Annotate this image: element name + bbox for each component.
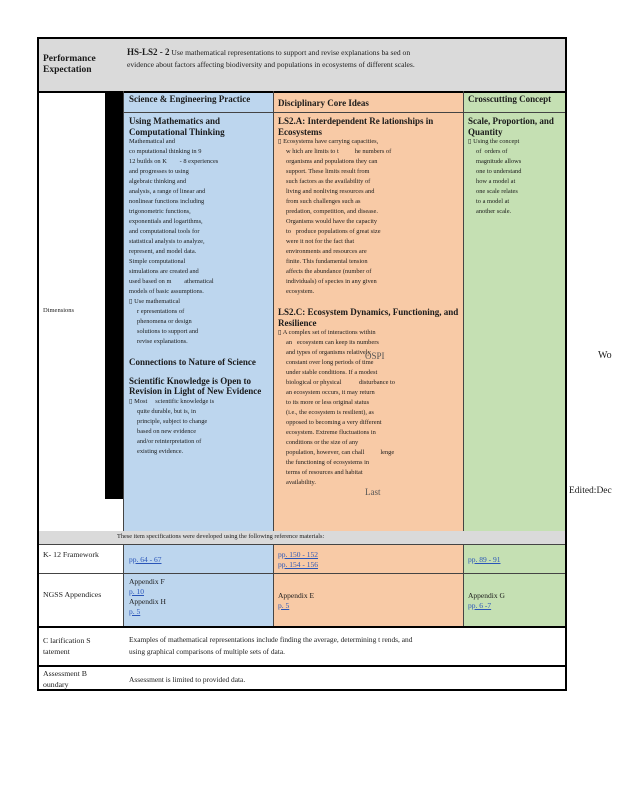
text-line: to produce populations of great size <box>286 228 381 236</box>
divider <box>273 91 274 531</box>
framework-sep-link[interactable]: pp. 64 - 67 <box>129 555 162 564</box>
dci-heading-ls2a: LS2.A: Interdependent Re lationships in Ecosystems <box>278 116 434 137</box>
bullet-text: A complex set of interactions within <box>282 329 376 337</box>
appendix-e-link[interactable]: p. 5 <box>278 601 290 610</box>
side-fragment-edited: Edited:Dec <box>569 486 612 496</box>
dci-content <box>278 116 460 488</box>
text-line: affects the abundance (number of <box>286 268 372 276</box>
text-line: algebraic thinking and <box>129 178 187 186</box>
text-line: co mputational thinking in 9 <box>129 148 202 156</box>
ccc-content <box>468 116 562 217</box>
text-line: living and nonliving resources and <box>286 188 375 196</box>
text-line <box>468 137 562 147</box>
text-line: existing evidence. <box>137 447 184 455</box>
text-line: and/or reinterpretation of <box>137 437 202 445</box>
ccc-bullet <box>468 137 562 217</box>
text-line: such factors as the availability of <box>286 178 371 186</box>
divider <box>463 544 464 626</box>
text-line: solutions to support and <box>137 328 199 336</box>
clarification-text: Examples of mathematical representations include finding the average, determining t rends, and using graphical comparisons of multiple sets of data. <box>129 635 413 656</box>
framework-label: K- 12 Framework <box>43 550 99 559</box>
text-line: predation, competition, and disease. <box>286 208 378 216</box>
text-line <box>278 328 460 338</box>
text-line: environments and resources are <box>286 248 367 256</box>
divider <box>273 544 274 626</box>
bullet-text: Use mathematical <box>134 298 181 306</box>
text-line: Organisms would have the capacity <box>286 218 378 226</box>
sep-heading-math: Using Mathematics and Computational Thinking <box>129 116 225 137</box>
sep-heading-nos: Connections to Nature of Science <box>129 357 256 368</box>
framework-dci-link[interactable]: pp. 154 - 156 <box>278 560 318 569</box>
framework-dci-links <box>278 550 318 570</box>
ccc-header: Crosscutting Concept <box>468 94 552 104</box>
text-line: 12 builds on K - 8 experiences <box>129 158 219 166</box>
text-line: population, however, can chall lenge <box>286 449 395 457</box>
text-line: an ecosystem can keep its numbers <box>286 339 379 347</box>
divider <box>39 665 565 667</box>
text-line: opposed to becoming a very different <box>286 419 382 427</box>
framework-ccc-link[interactable]: pp. 89 - 91 <box>468 555 501 564</box>
divider <box>463 91 464 531</box>
side-fragment-wo: Wo <box>598 350 612 361</box>
bullet-icon: ▯ <box>129 298 135 306</box>
text-line: Mathematical and <box>129 138 175 146</box>
references-note: These item specifications were developed using the following reference materials: <box>117 533 325 540</box>
text-line: to its more or less original status <box>286 399 370 407</box>
text-line: simulations are created and <box>129 268 199 276</box>
text-line: to a model at <box>476 198 510 206</box>
dci-heading-ls2c: LS2.C: Ecosystem Dynamics, Functioning, and Resilience <box>278 307 459 328</box>
text-line: exponentials and logarithms, <box>129 218 203 226</box>
text-line: (i.e., the ecosystem is resilient), as <box>286 409 374 417</box>
bullet-text: Using the concept <box>473 138 520 146</box>
text-line: w hich are limits to t he numbers of <box>286 148 392 156</box>
appendix-f-link[interactable]: p. 10 <box>129 587 144 596</box>
text-line: and types of organisms relatively <box>286 349 371 357</box>
appendix-h-link[interactable]: p. 5 <box>129 607 141 616</box>
bullet-text: Ecosystems have carrying capacities, <box>283 138 379 146</box>
pe-description: Use mathematical representations to support and revise explanations ba sed on evidence about factors affecting biodiversity and populations in ecosystems of different scales. <box>127 48 415 69</box>
text-line: statistical analysis to analyze, <box>129 238 205 246</box>
text-line: conditions or the size of any <box>286 439 359 447</box>
text-line: support. These limits result from <box>286 168 370 176</box>
text-line <box>278 137 460 147</box>
pe-code: HS-LS2 - 2 <box>127 47 170 57</box>
appendix-ccc <box>468 591 505 611</box>
dci-header: Disciplinary Core Ideas <box>278 98 369 108</box>
black-bar <box>105 93 123 499</box>
last-watermark: Last <box>365 487 381 497</box>
appendices-label: NGSS Appendices <box>43 590 102 599</box>
text-line: analysis, a range of linear and <box>129 188 206 196</box>
appendix-h: Appendix H <box>129 597 166 606</box>
text-line: phenomena or design <box>137 318 192 326</box>
ospi-watermark: OSPI <box>365 351 385 361</box>
text-line: revise explanations. <box>137 338 188 346</box>
appendix-e: Appendix E <box>278 591 315 600</box>
text-line: nonlinear functions including <box>129 198 205 206</box>
text-line: the functioning of ecosystems in <box>286 459 370 467</box>
text-line: ecosystem. Extreme fluctuations in <box>286 429 376 437</box>
boundary-label: Assessment B oundary <box>43 669 87 689</box>
bullet-icon: ▯ <box>468 138 474 146</box>
text-line: constant over long periods of time <box>286 359 374 367</box>
text-line: trigonometric functions, <box>129 208 191 216</box>
text-line: were it not for the fact that <box>286 238 355 246</box>
text-line: from such challenges such as <box>286 198 361 206</box>
bullet-icon: ▯ <box>278 138 284 146</box>
sep-bullet <box>129 397 271 457</box>
text-line: terms of resources and habitat <box>286 469 363 477</box>
appendix-g: Appendix G <box>468 591 505 600</box>
text-line: organisms and populations they can <box>286 158 378 166</box>
dci-bullet <box>278 137 460 297</box>
text-line <box>129 297 271 307</box>
text-line: and progresses to using <box>129 168 189 176</box>
text-line: finite. This fundamental tension <box>286 258 368 266</box>
dimensions-label: Dimensions <box>43 307 75 314</box>
clarification-label: C larification S tatement <box>43 636 91 656</box>
performance-expectation-text <box>127 47 417 70</box>
sep-header: Science & Engineering Practice <box>129 94 251 104</box>
text-line: based on new evidence <box>137 427 197 435</box>
sep-content <box>129 116 271 457</box>
sep-paragraph <box>129 137 271 297</box>
bullet-icon: ▯ <box>129 397 135 405</box>
performance-expectation-label: Performance Expectation <box>43 54 96 75</box>
boundary-text: Assessment is limited to provided data. <box>129 675 246 684</box>
sep-heading-revision: Scientific Knowledge is Open to Revision in Light of New Evidence <box>129 375 262 397</box>
text-line: represent, and model data. <box>129 248 197 256</box>
text-line: another scale. <box>476 208 512 216</box>
appendix-f: Appendix F <box>129 577 165 586</box>
text-line: used based on m athematical <box>129 278 214 286</box>
text-line: and computational tools for <box>129 228 200 236</box>
text-line: biological or physical disturbance to <box>286 379 395 387</box>
text-line: models of basic assumptions. <box>129 288 204 296</box>
text-line: an ecosystem occurs, it may return <box>286 389 375 397</box>
text-line: Simple computational <box>129 258 186 266</box>
ccc-heading-scale: Scale, Proportion, and Quantity <box>468 116 554 137</box>
text-line: how a model at <box>476 178 516 186</box>
bullet-icon: ▯ <box>278 329 283 337</box>
performance-expectation-table <box>37 37 567 691</box>
text-line: one scale relates <box>476 188 518 196</box>
text-line: one to understand <box>476 168 522 176</box>
appendix-dci <box>278 591 314 611</box>
framework-dci-link[interactable]: pp. 150 - 152 <box>278 550 318 559</box>
divider <box>123 544 124 626</box>
text-line: magnitude allows <box>476 158 522 166</box>
divider <box>39 626 565 628</box>
divider <box>123 112 565 113</box>
text-line: quite durable, but is, in <box>137 407 196 415</box>
text-line: ecosystem. <box>286 288 315 296</box>
sep-bullet <box>129 297 271 347</box>
text-line: under stable conditions. If a modest <box>286 369 378 377</box>
appendix-sep <box>129 577 166 617</box>
text-line: of orders of <box>476 148 508 156</box>
bullet-text: Most scientific knowledge is <box>134 397 215 405</box>
divider <box>123 91 124 531</box>
text-line: r epresentations of <box>137 308 185 316</box>
text-line: availability. <box>286 479 316 487</box>
appendix-g-link[interactable]: pp. 6 -7 <box>468 601 492 610</box>
text-line <box>129 397 271 407</box>
text-line: individuals) of species in any given <box>286 278 377 286</box>
text-line: principle, subject to change <box>137 417 208 425</box>
